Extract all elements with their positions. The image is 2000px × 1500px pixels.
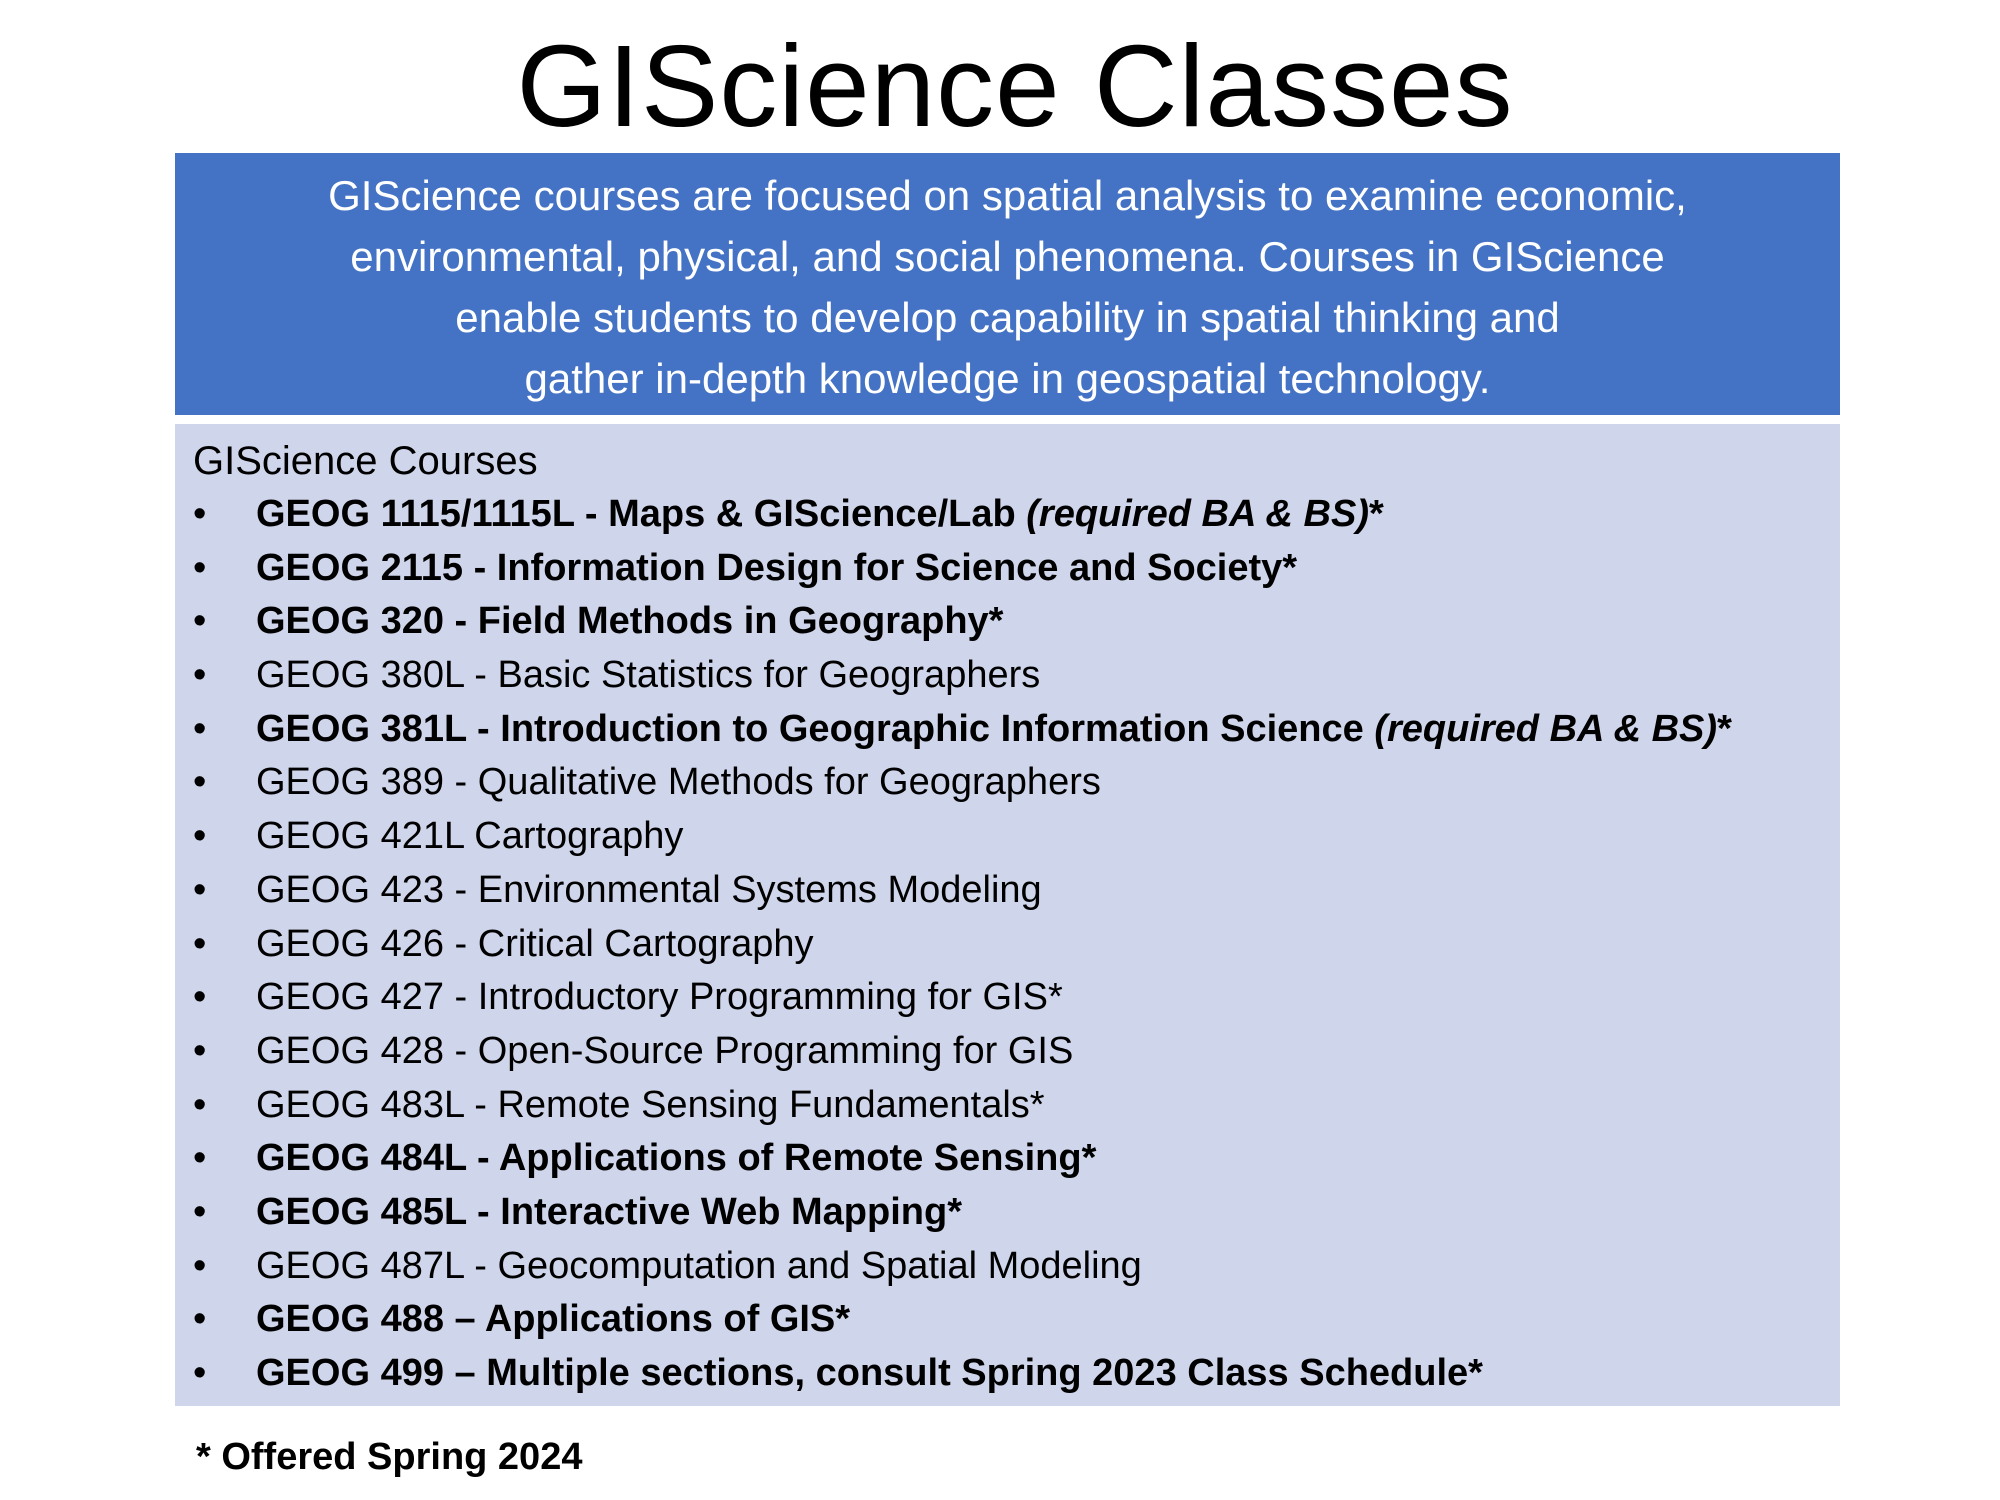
course-item: [193, 918, 1840, 972]
course-list: [193, 488, 1840, 1401]
description-banner: [175, 153, 1840, 415]
bullet-icon: •: [193, 1244, 207, 1287]
course-item: [193, 1293, 1840, 1347]
bullet-icon: •: [193, 546, 207, 589]
bullet-icon: •: [193, 1029, 207, 1072]
course-item: [193, 595, 1840, 649]
courses-heading: GIScience Courses: [193, 439, 538, 483]
bullet-icon: •: [193, 761, 207, 804]
course-title: GEOG 2115 - Information Design for Science and Society*: [256, 546, 1298, 589]
course-title: GEOG 381L - Introduction to Geographic Information Science: [256, 707, 1375, 750]
course-item: [193, 703, 1840, 757]
bullet-icon: •: [193, 922, 207, 965]
course-item: [193, 1186, 1840, 1240]
page-title: GIScience Classes: [516, 21, 1514, 151]
course-item: [193, 542, 1840, 596]
course-title: GEOG 423 - Environmental Systems Modeling: [256, 868, 1042, 911]
bullet-icon: •: [193, 600, 207, 643]
course-item: [193, 1132, 1840, 1186]
bullet-icon: •: [193, 1190, 207, 1233]
course-item: [193, 756, 1840, 810]
course-title: GEOG 428 - Open-Source Programming for GIS: [256, 1029, 1074, 1072]
course-item: [193, 1079, 1840, 1133]
course-item: [193, 1240, 1840, 1294]
course-title: GEOG 1115/1115L - Maps & GIScience/Lab: [256, 493, 1027, 535]
course-item: [193, 810, 1840, 864]
bullet-icon: •: [193, 1352, 207, 1394]
courses-panel: [175, 424, 1840, 1406]
course-title: GEOG 483L - Remote Sensing Fundamentals*: [256, 1083, 1045, 1126]
bullet-icon: •: [193, 654, 207, 697]
bullet-icon: •: [193, 815, 207, 858]
course-offered-marker: *: [1717, 707, 1732, 750]
course-title: GEOG 427 - Introductory Programming for GIS*: [256, 976, 1063, 1019]
course-requirement-note: (required BA & BS): [1026, 493, 1369, 535]
bullet-icon: •: [193, 1137, 207, 1180]
course-requirement-note: (required BA & BS): [1374, 707, 1718, 750]
bullet-icon: •: [193, 493, 207, 535]
course-title: GEOG 488 – Applications of GIS*: [256, 1298, 851, 1341]
course-title: GEOG 426 - Critical Cartography: [256, 922, 814, 965]
course-title: GEOG 421L Cartography: [256, 815, 684, 858]
course-title: GEOG 380L - Basic Statistics for Geographers: [256, 654, 1041, 697]
course-item: [193, 864, 1840, 918]
course-item: [193, 488, 1840, 542]
banner-line: gather in-depth knowledge in geospatial technology.: [524, 355, 1491, 402]
course-offered-marker: *: [1368, 493, 1384, 535]
course-item: [193, 1347, 1840, 1401]
bullet-icon: •: [193, 707, 207, 750]
course-title: GEOG 485L - Interactive Web Mapping*: [256, 1190, 962, 1233]
bullet-icon: •: [193, 868, 207, 911]
bullet-icon: •: [193, 976, 207, 1019]
course-title: GEOG 320 - Field Methods in Geography*: [256, 600, 1004, 643]
course-title: GEOG 499 – Multiple sections, consult Spring 2023 Class Schedule*: [256, 1352, 1483, 1394]
banner-line: GIScience courses are focused on spatial analysis to examine economic,: [328, 172, 1687, 219]
course-item: [193, 971, 1840, 1025]
course-title: GEOG 389 - Qualitative Methods for Geographers: [256, 761, 1101, 804]
banner-line: enable students to develop capability in spatial thinking and: [455, 294, 1560, 341]
course-title: GEOG 484L - Applications of Remote Sensing*: [256, 1137, 1097, 1180]
banner-line: environmental, physical, and social phenomena. Courses in GIScience: [350, 233, 1665, 280]
footnote: * Offered Spring 2024: [196, 1436, 583, 1478]
bullet-icon: •: [193, 1083, 207, 1126]
bullet-icon: •: [193, 1298, 207, 1341]
course-title: GEOG 487L - Geocomputation and Spatial Modeling: [256, 1244, 1142, 1287]
course-item: [193, 649, 1840, 703]
course-item: [193, 1025, 1840, 1079]
